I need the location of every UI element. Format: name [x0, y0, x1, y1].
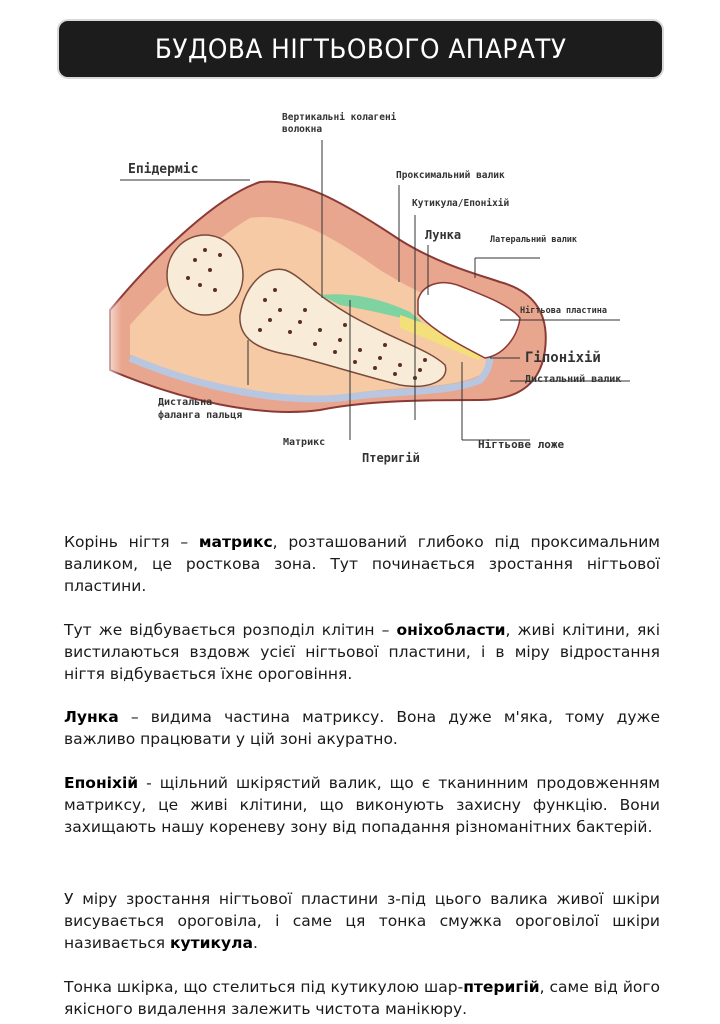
label-lunula: Лунка — [425, 228, 462, 242]
title-banner — [59, 21, 662, 77]
paragraph-eponychium — [64, 772, 660, 838]
term-eponychium: Епоніхій — [64, 773, 139, 792]
paragraph-onychoblasts — [64, 619, 660, 685]
label-nail-bed: Нігтьове ложе — [478, 438, 565, 451]
text-run: - щільний шкірястий валик, що є тканинним продовженням матриксу, це живі клітини, що виконують захисну функцію. Вони захищають нашу кореневу зону від попадання різноманітних бактерій. — [64, 773, 660, 836]
term-onychoblasts: оніхобласти — [396, 620, 506, 639]
label-collagen-fibers-1: Вертикальні колагені — [282, 112, 397, 123]
paragraph-lunula — [64, 706, 660, 750]
label-distal-phalanx-2: фаланга пальця — [158, 410, 243, 421]
nail-anatomy-diagram — [100, 100, 660, 480]
text-run: Тут же відбувається розподіл клітин – — [64, 620, 397, 639]
label-nail-plate: Нігтьова пластина — [520, 306, 607, 316]
page-title: БУДОВА НІГТЬОВОГО АПАРАТУ — [154, 33, 567, 65]
text-run: . — [252, 933, 258, 952]
nail-anatomy-illustration — [100, 100, 660, 480]
label-hyponychium: Гіпоніхій — [525, 350, 601, 366]
label-matrix: Матрикс — [283, 437, 326, 448]
text-run: , розташований глибоко під проксимальним валиком, це росткова зона. Тут починається зростання нігтьової пластини. — [64, 532, 661, 595]
text-run: , саме від його якісного видалення залежить чистота манікюру. — [64, 977, 660, 1018]
term-pterygium: птеригій — [463, 977, 540, 996]
text-run: Корінь нігтя – — [64, 532, 199, 551]
term-cuticle: кутикула — [170, 933, 253, 952]
label-distal-phalanx-1: Дистальна — [158, 397, 213, 408]
text-run: – видима частина матриксу. Вона дуже м'яка, тому дуже важливо працювати у цій зоні акуратно. — [64, 707, 660, 748]
text-run: У міру зростання нігтьової пластини з-під цього валика живої шкіри висувається ороговіла, і саме ця тонка смужка ороговілої шкіри називається — [64, 889, 660, 952]
term-lunula: Лунка — [64, 707, 119, 726]
paragraph-cuticle — [64, 888, 660, 954]
label-pterygium: Птеригій — [362, 451, 420, 465]
label-collagen-fibers-2: волокна — [282, 124, 323, 135]
paragraph-pterygium — [64, 976, 660, 1020]
text-run: , живі клітини, які вистилаються вздовж усієї нігтьової пластини, і в міру відростання нігтя відбувається їхнє ороговіння. — [64, 620, 660, 683]
label-proximal-fold: Проксимальний валик — [396, 170, 505, 181]
label-epidermis: Епідерміс — [128, 162, 199, 177]
label-lateral-fold: Латеральний валик — [490, 235, 577, 245]
paragraph-matrix — [64, 531, 660, 597]
text-run: Тонка шкірка, що стелиться під кутикулою шар- — [64, 977, 464, 996]
label-distal-fold: Дистальний валик — [525, 374, 622, 385]
label-cuticle: Кутикула/Епоніхій — [412, 198, 510, 209]
term-matrix: матрикс — [198, 532, 273, 551]
